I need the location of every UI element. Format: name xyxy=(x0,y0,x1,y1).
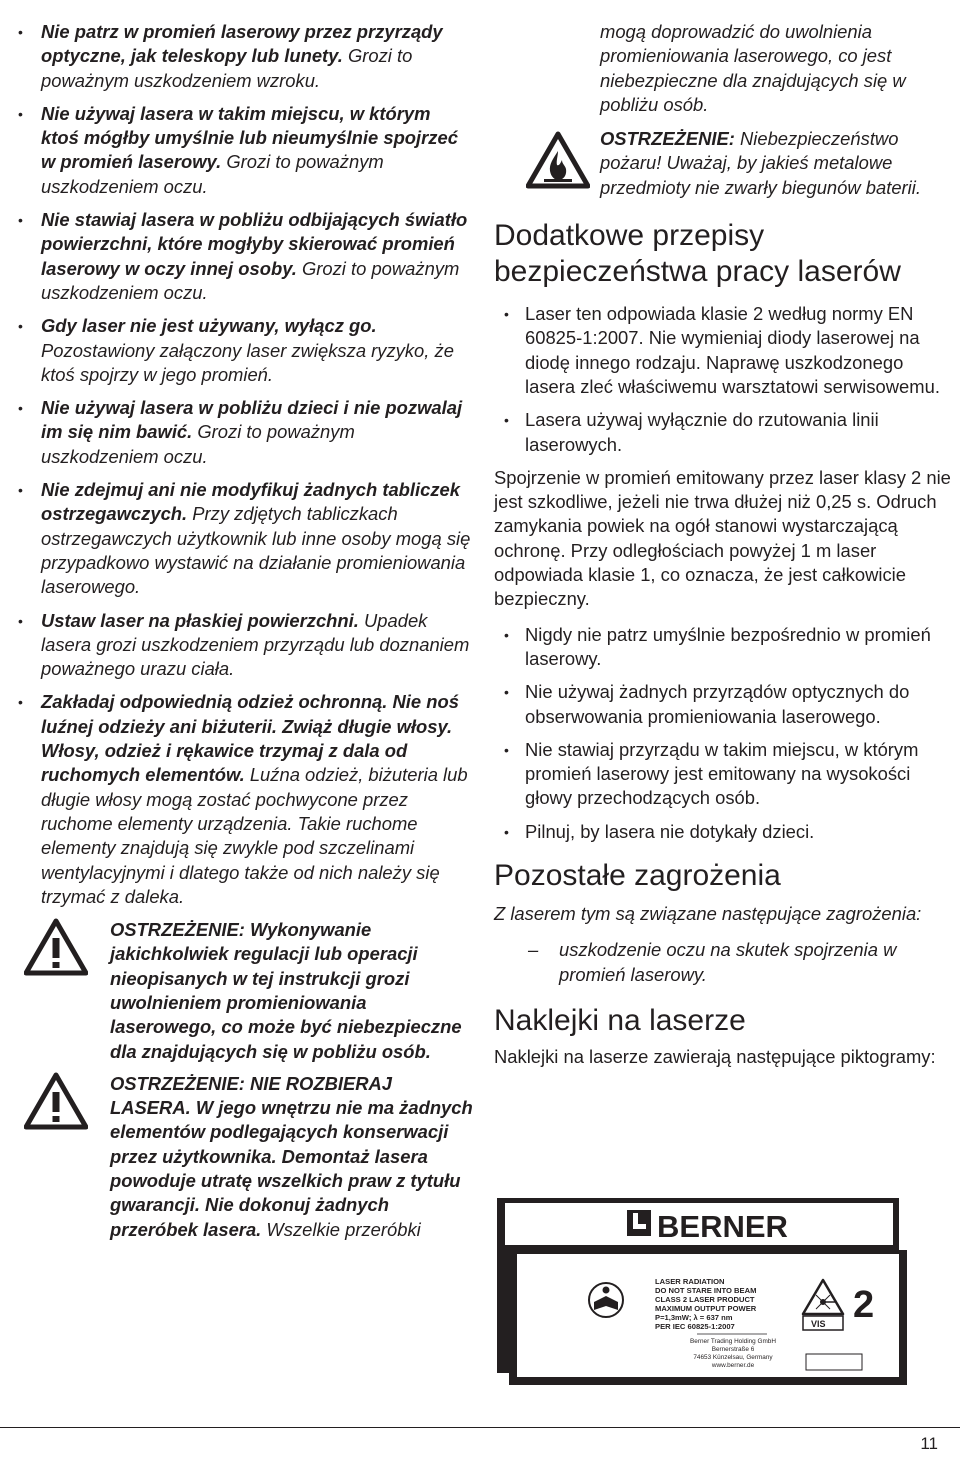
list-item: • Nie używaj lasera w pobliżu dzieci i nie pozwalaj im się nim bawić. Grozi to poważnym uszkodzeniem oczu. xyxy=(18,396,473,469)
list-item: • Pilnuj, by lasera nie dotykały dzieci. xyxy=(494,820,956,844)
labels-intro: Naklejki na laserze zawierają następujące piktogramy: xyxy=(494,1045,936,1067)
laser-sticker xyxy=(497,1198,907,1385)
dash-marker: – xyxy=(528,939,539,961)
heading-labels: Naklejki na laserze xyxy=(494,1003,746,1037)
class-info-paragraph: Spojrzenie w promień emitowany przez laser klasy 2 nie jest szkodliwe, jeżeli nie trwa dłużej niż 0,25 s. Odruch zamykania powiek na ogół stanowi wystarczającą ochronę. Przy odległościach powyżej 1 m laser odpowiada klasie 1, co oznacza, że jest całkowicie bezpieczny. xyxy=(494,466,951,610)
svg-text:183845: 183845 xyxy=(591,1252,662,1275)
svg-text:74653 Künzelsau, Germany: 74653 Künzelsau, Germany xyxy=(693,1354,773,1361)
svg-text:PER IEC 60825-1:2007: PER IEC 60825-1:2007 xyxy=(655,1322,735,1331)
remaining-risks-intro: Z laserem tym są związane następujące zagrożenia: xyxy=(494,903,922,925)
list-item: – uszkodzenie oczu na skutek spojrzenia w promień laserowy. xyxy=(528,939,897,985)
fire-warning xyxy=(494,127,956,200)
svg-text:BERNER: BERNER xyxy=(657,1209,788,1244)
heading-additional-rules: Dodatkowe przepisy bezpieczeństwa pracy laserów xyxy=(494,219,901,289)
fire-hazard-icon xyxy=(526,131,590,189)
warning-triangle-icon xyxy=(24,1072,88,1130)
list-item: • Zakładaj odpowiednią odzież ochronną. Nie noś luźnej odzieży ani biżuterii. Zwiąż długie włosy. Włosy, odzież i rękawice trzymaj z dala od ruchomych elementów. Luźna odzież, biżuteria lub długie włosy mogą zostać pochwycone przez ruchome elementy urządzenia. Takie ruchome elementy znajdują się zwykle pod szczelinami wentylacyjnymi i dlatego także od nich należy się trzymać z daleka. xyxy=(18,690,473,909)
warning-text: OSTRZEŻENIE: Wykonywanie jakichkolwiek regulacji lub operacji nieopisanych w tej instrukcji grozi uwolnieniem promieniowania laserowego, co może być niebezpieczne dla znajdujących się w pobliżu osób. xyxy=(110,919,462,1062)
list-item: • Nie stawiaj lasera w pobliżu odbijających światło powierzchni, które mogłyby skierować promień laserowy w oczy innej osoby. Grozi to poważnym uszkodzeniem oczu. xyxy=(18,208,473,305)
svg-text:Berner Trading Holding GmbH: Berner Trading Holding GmbH xyxy=(690,1338,776,1345)
list-item: • Ustaw laser na płaskiej powierzchni. Upadek lasera grozi uszkodzeniem przyrządu lub doznaniem poważnego urazu ciała. xyxy=(18,609,473,682)
additional-rules-list xyxy=(494,302,956,457)
heading-remaining-risks: Pozostałe zagrożenia xyxy=(494,859,781,893)
berner-logo-icon xyxy=(627,1210,651,1236)
list-item: • Nie zdejmuj ani nie modyfikuj żadnych tabliczek ostrzegawczych. Przy zdjętych tabliczkach ostrzegawczych użytkownik lub inne osoby mogą się przypadkowo wystawić na działanie promieniowania laserowego. xyxy=(18,478,473,599)
precautions-list xyxy=(494,623,956,844)
list-item: • Nie patrz w promień laserowy przez przyrządy optyczne, jak teleskopy lub lunety. Grozi to poważnym uszkodzeniem wzroku. xyxy=(18,20,473,93)
left-column xyxy=(18,20,473,1250)
warning-triangle-icon xyxy=(24,918,88,976)
warning-text: OSTRZEŻENIE: Niebezpieczeństwo pożaru! Uważaj, by jakieś metalowe przedmioty nie zwarły biegunów baterii. xyxy=(600,128,921,198)
list-item: • Nigdy nie patrz umyślnie bezpośrednio w promień laserowy. xyxy=(494,623,956,672)
svg-text:LASER RADIATION: LASER RADIATION xyxy=(655,1277,725,1286)
list-item: • Lasera używaj wyłącznie do rzutowania linii laserowych. xyxy=(494,408,956,457)
svg-text:P=1,3mW; λ = 637 nm: P=1,3mW; λ = 637 nm xyxy=(655,1313,733,1322)
svg-text:MAXIMUM OUTPUT POWER: MAXIMUM OUTPUT POWER xyxy=(655,1304,757,1313)
svg-text:CLASS 2 LASER PRODUCT: CLASS 2 LASER PRODUCT xyxy=(655,1295,755,1304)
svg-text:2: 2 xyxy=(853,1284,875,1326)
footer-divider xyxy=(0,1427,960,1428)
warning-text: OSTRZEŻENIE: NIE ROZBIERAJ LASERA. W jego wnętrzu nie ma żadnych elementów podlegających konserwacji przez użytkownika. Demontaż lasera powoduje utratę wszelkich praw z tytułu gwarancji. Nie dokonuj żadnych przeróbek lasera. Wszelkie przeróbki xyxy=(110,1072,473,1240)
list-item: • Laser ten odpowiada klasie 2 według normy EN 60825-1:2007. Nie wymieniaj diody laserowej na diodę innego rodzaju. Naprawę uszkodzonego lasera zleć właściwemu warsztatowi serwisowemu. xyxy=(494,302,956,399)
svg-text:DO NOT STARE INTO BEAM: DO NOT STARE INTO BEAM xyxy=(655,1286,757,1295)
list-item: • Nie używaj lasera w takim miejscu, w którym ktoś mógłby umyślnie lub nieumyślnie spojrzeć w promień laserowy. Grozi to poważnym uszkodzeniem oczu. xyxy=(18,102,473,199)
list-item: • Gdy laser nie jest używany, wyłącz go. Pozostawiony załączony laser zwiększa ryzyko, że ktoś spojrzy w jego promień. xyxy=(18,314,473,387)
right-column xyxy=(494,20,956,1069)
svg-text:www.berner.de: www.berner.de xyxy=(711,1362,755,1369)
list-item: • Nie stawiaj przyrządu w takim miejscu, w którym promień laserowy jest emitowany na wysokości głowy przechodzących osób. xyxy=(494,738,956,811)
svg-text:Bernerstraße 6: Bernerstraße 6 xyxy=(711,1346,755,1353)
laser-sticker-graphic xyxy=(497,1198,907,1385)
page-number: 11 xyxy=(920,1434,938,1453)
warning-adjustment xyxy=(18,918,473,1064)
safety-list xyxy=(18,20,473,909)
warning-disassembly xyxy=(18,1072,473,1242)
svg-text:VIS: VIS xyxy=(811,1319,826,1329)
continued-text: mogą doprowadzić do uwolnienia promieniowania laserowego, co jest niebezpieczne dla znajdujących się w pobliżu osób. xyxy=(600,21,906,115)
list-item: • Nie używaj żadnych przyrządów optycznych do obserwowania promieniowania laserowego. xyxy=(494,680,956,729)
